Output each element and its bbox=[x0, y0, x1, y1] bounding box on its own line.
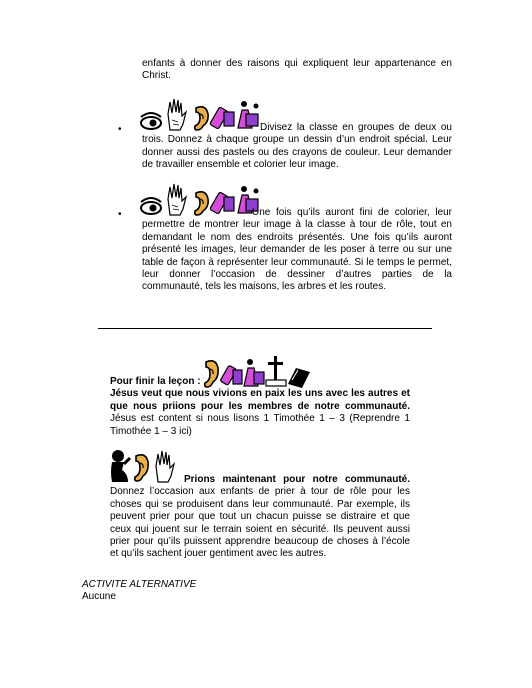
intro-paragraph: enfants à donner des raisons qui expliquent leur appartenance en Christ. bbox=[142, 58, 452, 82]
activity-1-lead: Divisez la classe en groupes de deux ou bbox=[260, 122, 452, 133]
closing-bold-statement: Jésus veut que nous vivions en paix les uns avec les autres et que nous priions pour les membres de notre communauté. bbox=[110, 388, 410, 412]
activity-2-paragraph bbox=[142, 207, 452, 294]
alternative-activity-title: ACTIVITE ALTERNATIVE bbox=[82, 579, 197, 590]
activity-2-lead: Une fois qu’ils auront fini de colorier, leur bbox=[252, 207, 452, 218]
prayer-lead: Prions maintenant pour notre communauté. bbox=[184, 474, 410, 485]
bullet-marker: • bbox=[118, 124, 122, 135]
alternative-activity bbox=[82, 579, 196, 604]
prayer-text: Donnez l’occasion aux enfants de prier à tour de rôle pour les choses qui se produisent dans leur communauté. Par exemple, ils peuvent prier pour que tout un chacun puisse se distraire et que ceux qui jouent sur le terrain soient en sécurité. Ils peuvent aussi prier pour qu’ils puissent apprendre beaucoup de choses à l’école et qu’ils sachent jouer gentiment avec les autres. bbox=[110, 486, 410, 560]
bullet-marker: • bbox=[118, 209, 122, 220]
alternative-activity-value: Aucune bbox=[82, 591, 116, 603]
activity-1-paragraph bbox=[142, 122, 452, 172]
section-divider bbox=[98, 328, 432, 329]
activity-2-text: permettre de montrer leur image à la classe à tour de rôle, tout en demandant le nom des endroits présentés. Une fois qu’ils auront présenté les images, leur demander de les poser à terre ou sur une table de façon à représenter leur communauté. Si le temps le permet, leur donner l’occasion de dessiner d’autres parties de la communauté, tels les maisons, les arbres et les routes. bbox=[142, 219, 452, 293]
prayer-paragraph bbox=[110, 474, 410, 561]
closing-heading: Pour finir la leçon : bbox=[110, 376, 201, 387]
activity-1-text: trois. Donnez à chaque groupe un dessin d’un endroit spécial. Leur donner aussi des pastels ou des crayons de couleur. Leur demander de travailler ensemble et colorier leur image. bbox=[142, 134, 452, 171]
closing-text: Jésus est content si nous lisons 1 Timothée 1 – 3 (Reprendre 1 Timothée 1 – 3 ici) bbox=[110, 413, 410, 437]
closing-paragraph bbox=[110, 376, 410, 438]
